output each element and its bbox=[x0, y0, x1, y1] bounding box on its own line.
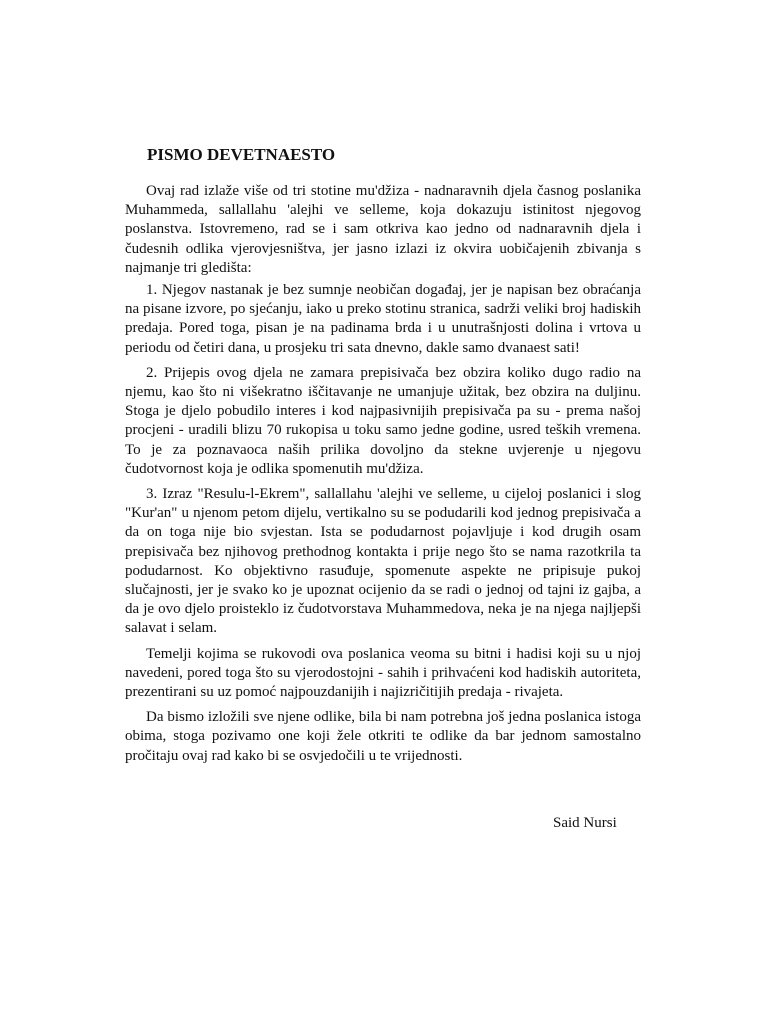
document-body bbox=[125, 182, 641, 772]
paragraph-closing: Da bismo izložili sve njene odlike, bila bi nam potrebna još jedna poslanica istoga obima, stoga pozivamo one koji žele otkriti te odlike da bar jednom samostalno pročitaju ovaj rad kako bi se osvjedočili u te vrijednosti. bbox=[125, 709, 641, 764]
paragraph-point-3: 3. Izraz "Resulu-l-Ekrem", sallallahu 'alejhi ve selleme, u cijeloj poslanici i slog "Kur'an" u njenom petom dijelu, vertikalno su se podudarili kod jednog prepisivača a da on toga nije bio svjestan. Ista se podudarnost pojavljuje i kod drugih osam prepisivača bez njihovog prethodnog kontakta i prije nego što se nama razotkrila ta podudarnost. Ko objektivno rasuđuje, spomenute aspekte ne pripisuje pukoj slučajnosti, jer je svako ko je upoznat ocijenio da se radi o jednoj od tajni iz gajba, a da je ovo djelo proisteklo iz čudotvorstava Muhammedova, neka je na njega najljepši salavat i selam. bbox=[125, 486, 641, 637]
paragraph-point-2: 2. Prijepis ovog djela ne zamara prepisivača bez obzira koliko dugo radio na njemu, kao što ni višekratno iščitavanje ne umanjuje užitak, bez obzira na duljinu. Stoga je djelo pobudilo interes i kod najpasivnijih prepisivača pa su - prema našoj procjeni - uradili blizu 70 rukopisa u toku samo jedne godine, usred teških vremena. To je za poznavaoca naših prilika dovoljno da stekne uvjerenje u njegovu čudotvornost koja je odlika spomenutih mu'džiza. bbox=[125, 364, 641, 477]
paragraph-intro: Ovaj rad izlaže više od tri stotine mu'džiza - nadnaravnih djela časnog poslanika Muhammeda, sallallahu 'alejhi ve selleme, koja dokazuju istinitost njegovog poslanstva. Istovremeno, rad se i sam otkriva kao jedno od nadnaravnih djela i čudesnih odlika vjerovjesništva, jer jasno izlazi iz okvira uobičajenih zbivanja s najmanje tri gledišta: bbox=[125, 183, 641, 276]
paragraph-foundations: Temelji kojima se rukovodi ova poslanica veoma su bitni i hadisi koji su u njoj navedeni, pored toga što su vjerodostojni - sahih i prihvaćeni kod hadiskih autoriteta, prezentirani su uz pomoć najpouzdanijih i najizričitijih predaja - rivajeta. bbox=[125, 645, 641, 701]
author-signature: Said Nursi bbox=[553, 815, 617, 831]
paragraph-point-1: 1. Njegov nastanak je bez sumnje neobičan događaj, jer je napisan bez obraćanja na pisane izvore, po sjećanju, iako u preko stotinu stranica, sadrži veliki broj hadiskih predaja. Pored toga, pisan je na padinama brda i u unutrašnjosti dolina i vrtova u periodu od četiri dana, u prosjeku tri sata dnevno, dakle samo dvanaest sati! bbox=[125, 282, 641, 356]
page-title: PISMO DEVETNAESTO bbox=[147, 145, 336, 164]
